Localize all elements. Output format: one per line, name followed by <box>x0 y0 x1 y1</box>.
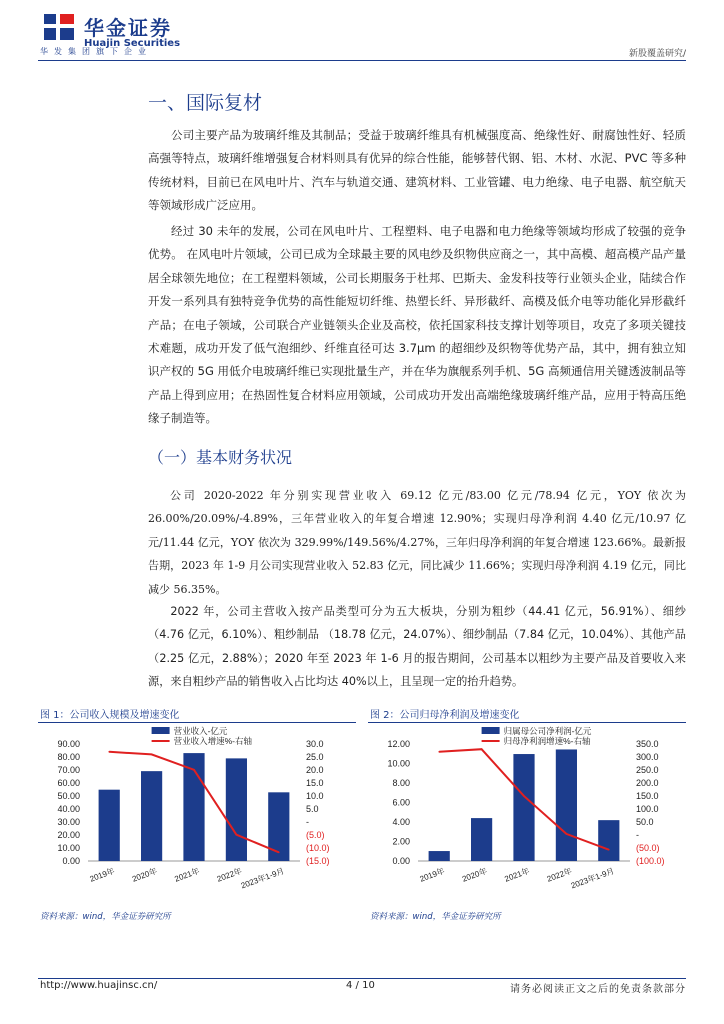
legend-bar-swatch <box>152 727 170 734</box>
bar-2019年 <box>429 851 450 861</box>
left-axis-tick-label: 80.00 <box>57 752 80 762</box>
left-axis-tick-label: 30.00 <box>57 817 80 827</box>
right-axis-tick-label: 200.0 <box>636 778 659 788</box>
left-axis-tick-label: 0.00 <box>392 856 410 866</box>
brand-name-cn: 华金证券 <box>84 16 172 40</box>
paragraph-financials: 公司 2020-2022 年分别实现营业收入 69.12 亿元/83.00 亿元/78.94 亿元，YOY 依次为 26.00%/20.09%/-4.89%，三年营业收入的年复合增速 12.90%；实现归母净利润 4.40 亿元/10.97 亿元/11.44 亿元，YOY 依次为 329.99%/149.56%/4.27%，三年归母净利润的年复合增速 123.66%。最新报告期，2023 年 1-9 月公司实现营业收入 52.83 亿元，同比减少 11.66%；实现归母净利润 4.19 亿元，同比减少 56.35%。 <box>148 489 686 596</box>
right-axis-tick-label: 15.0 <box>306 778 324 788</box>
right-axis-tick-label: 25.0 <box>306 752 324 762</box>
left-axis-tick-label: 50.00 <box>57 791 80 801</box>
growth-point-2020年 <box>481 748 483 750</box>
right-axis-tick-label: 350.0 <box>636 739 659 749</box>
right-axis-tick-label: 100.0 <box>636 804 659 814</box>
right-axis-tick-label: 50.0 <box>636 817 654 827</box>
category-label: 2020年 <box>460 866 489 884</box>
left-axis-tick-label: 40.00 <box>57 804 80 814</box>
header-divider <box>38 60 686 61</box>
figure-1-title: 图 1：公司收入规模及增速变化 <box>40 710 180 721</box>
left-axis-tick-label: 4.00 <box>392 817 410 827</box>
growth-point-2019年 <box>438 751 440 753</box>
category-label: 2019年 <box>88 866 116 884</box>
legend-line-label: 营业收入增速%-右轴 <box>173 736 252 746</box>
category-label: 2021年 <box>503 866 531 884</box>
right-axis-tick-label: - <box>636 830 639 840</box>
growth-point-2020年 <box>151 754 153 756</box>
header-slogan: 华发集团旗下企业 <box>40 47 152 56</box>
left-axis-tick-label: 2.00 <box>392 836 410 847</box>
right-axis-tick-label: (10.0) <box>306 843 330 853</box>
right-axis-tick-label: 5.0 <box>306 804 319 814</box>
figure-2-source: 资料来源：wind，华金证券研究所 <box>370 912 501 922</box>
left-axis-tick-label: 90.00 <box>57 739 80 749</box>
legend-line-label: 归母净利润增速%-右轴 <box>503 736 591 746</box>
logo-mark-icon <box>40 12 78 42</box>
legend-bar-label: 营业收入-亿元 <box>173 726 228 736</box>
growth-point-2023年1-9月 <box>278 852 280 854</box>
right-axis-tick-label: (100.0) <box>636 856 665 866</box>
bar-2019年 <box>99 790 120 861</box>
legend-bar-swatch <box>482 727 500 734</box>
category-label: 2023年1-9月 <box>239 866 286 891</box>
category-label: 2022年 <box>215 866 244 884</box>
right-axis-tick-label: 20.0 <box>306 765 324 775</box>
figure-2-divider <box>368 722 686 723</box>
category-label: 2020年 <box>130 866 159 884</box>
paragraph-products: 公司主要产品为玻璃纤维及其制品；受益于玻璃纤维具有机械强度高、绝缘性好、耐腐蚀性好、轻质高强等特点，玻璃纤维增强复合材料则具有优异的综合性能，能够替代钢、铝、木材、水泥、PVC 等多种传统材料，目前已在风电叶片、汽车与轨道交通、建筑材料、工业管罐、电力绝缘、电子电器、航空航天等领域形成广泛应用。 <box>148 128 686 213</box>
right-axis-tick-label: 300.0 <box>636 752 659 762</box>
paragraph-competitiveness: 经过 30 未年的发展，公司在风电叶片、工程塑料、电子电器和电力绝缘等领域均形成了较强的竞争优势。 在风电叶片领域，公司已成为全球最主要的风电纱及织物供应商之一，其中高模、超高模产品产量居全球领先地位；在工程塑料领域，公司长期服务于杜邦、巴斯夫、金发科技等行业领头企业，陆续合作开发一系列具有独特竞争优势的高性能短切纤维、热塑长纤、异形截纤、高模及低介电等功能化异形截纤产品；在电子领域，公司联合产业链领头企业及高校，依托国家科技支撑计划等项目，攻克了多项关键技术难题，成功开发了低气泡细纱、纤维直径可达 3.7μm 的超细纱及织物等优势产品，其中，拥有独立知识产权的 5G 用低介电玻璃纤维已实现批量生产，并在华为旗舰系列手机、5G 高频通信用关键透波制品等产品上得到应用；在热固性复合材料应用领域，公司成功开发出高端绝缘玻璃纤维产品，应用于特高压绝缘子制造等。 <box>148 224 686 426</box>
report-type: 新股覆盖研究/ <box>628 49 686 59</box>
growth-point-2019年 <box>108 751 110 753</box>
figure-1-source: 资料来源：wind，华金证券研究所 <box>40 912 171 922</box>
left-axis-tick-label: 70.00 <box>57 765 80 775</box>
section-title: 一、国际复材 <box>148 92 263 114</box>
bar-2023年1-9月 <box>598 820 619 861</box>
right-axis-tick-label: (5.0) <box>306 830 325 840</box>
right-axis-tick-label: 150.0 <box>636 791 659 801</box>
left-axis-tick-label: 12.00 <box>387 739 410 749</box>
left-axis-tick-label: 0.00 <box>62 856 80 866</box>
bar-2022年 <box>556 749 577 861</box>
category-label: 2022年 <box>545 866 574 884</box>
legend-bar-label: 归属母公司净利润-亿元 <box>503 726 592 736</box>
revenue-chart <box>38 724 354 904</box>
left-axis-tick-label: 10.00 <box>387 758 410 769</box>
category-label: 2023年1-9月 <box>569 866 616 891</box>
bar-2021年 <box>513 754 534 861</box>
growth-point-2022年 <box>236 834 238 836</box>
figure-1-divider <box>38 722 356 723</box>
growth-point-2023年1-9月 <box>608 849 610 851</box>
growth-point-2021年 <box>523 795 525 797</box>
bar-2022年 <box>226 758 247 861</box>
left-axis-tick-label: 6.00 <box>392 797 410 808</box>
bar-2023年1-9月 <box>268 792 289 861</box>
footer-url-link[interactable]: http://www.huajinsc.cn/ <box>40 980 158 991</box>
left-axis-tick-label: 8.00 <box>392 778 410 788</box>
left-axis-tick-label: 20.00 <box>57 830 80 840</box>
right-axis-tick-label: 250.0 <box>636 765 659 775</box>
right-axis-tick-label: 10.0 <box>306 791 324 801</box>
net-profit-chart <box>368 724 684 904</box>
page-number: 4 / 10 <box>346 980 375 991</box>
bar-2020年 <box>471 818 492 861</box>
footer-divider <box>38 978 686 979</box>
right-axis-tick-label: - <box>306 817 309 827</box>
right-axis-tick-label: (15.0) <box>306 856 330 866</box>
left-axis-tick-label: 60.00 <box>57 778 80 788</box>
left-axis-tick-label: 10.00 <box>57 843 80 853</box>
category-label: 2019年 <box>418 866 446 884</box>
growth-point-2021年 <box>193 769 195 771</box>
figure-2-title: 图 2：公司归母净利润及增速变化 <box>370 710 520 721</box>
bar-2020年 <box>141 771 162 861</box>
paragraph-revenue-mix: 2022 年，公司主营收入按产品类型可分为五大板块，分别为粗纱（44.41 亿元，56.91%）、细纱（4.76 亿元，6.10%）、粗纱制品 （18.78 亿元，24.07%）、细纱制品（7.84 亿元，10.04%）、其他产品（2.25 亿元，2.88%）；2020 年至 2023 年 1-6 月的报告期间，公司基本以粗纱为主要产品及首要收入来源，来自粗纱产品的销售收入占比均达 40%以上，且呈现一定的抬升趋势。 <box>148 605 686 689</box>
right-axis-tick-label: (50.0) <box>636 843 660 853</box>
brand-name-en: Huajin Securities <box>84 38 181 49</box>
category-label: 2021年 <box>173 866 201 884</box>
subsection-title: （一）基本财务状况 <box>148 448 293 467</box>
right-axis-tick-label: 30.0 <box>306 739 324 749</box>
growth-point-2022年 <box>566 833 568 835</box>
footer-disclaimer: 请务必阅读正文之后的免责条款部分 <box>510 984 686 995</box>
